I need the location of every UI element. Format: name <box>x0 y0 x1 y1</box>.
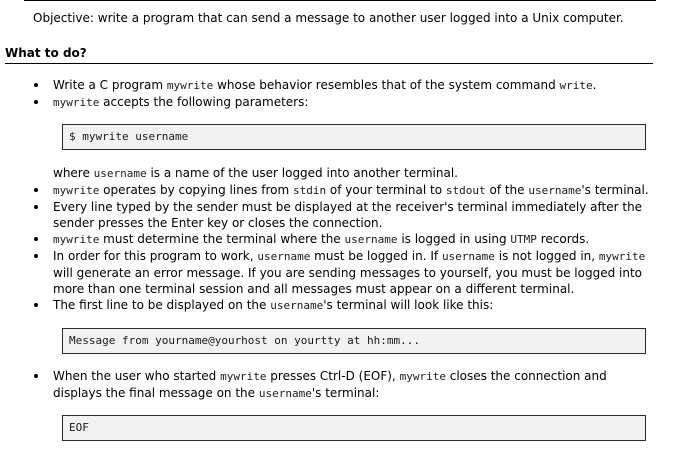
list-item-text: 's terminal. <box>581 183 649 197</box>
list-item-text: whose behavior resembles that of the system command <box>213 78 560 92</box>
inline-code: username <box>257 250 311 263</box>
requirements-list-2 <box>53 165 658 314</box>
inline-code: username <box>258 387 312 400</box>
list-item-text: When the user who started <box>53 369 221 383</box>
inline-code: write <box>559 79 593 92</box>
list-item-text: The first line to be displayed on the <box>53 298 271 312</box>
code-block-message-header <box>62 328 646 354</box>
code-text: $ mywrite username <box>69 130 189 143</box>
code-block-usage <box>62 124 646 150</box>
list-item-text: accepts the following parameters: <box>99 95 309 109</box>
code-text: Message from yourname@yourhost on yourtty at hh:mm... <box>69 334 420 347</box>
objective-text: Objective: write a program that can send a message to another user logged into a Unix computer. <box>33 11 624 25</box>
list-item <box>53 248 658 297</box>
list-item <box>53 297 658 314</box>
list-item-text: closes the connection and displays the final message on the <box>53 369 607 400</box>
list-item-text: records. <box>536 232 590 246</box>
list-item <box>53 77 658 94</box>
list-item-text: Every line typed by the sender must be displayed at the receiver's terminal immediately after the sender presses the Enter key or closes the connection. <box>53 200 643 230</box>
inline-code: mywrite <box>53 233 100 246</box>
list-item-text: 's terminal will look like this: <box>323 298 494 312</box>
inline-code: mywrite <box>53 184 100 197</box>
list-item-text: must be logged in. If <box>310 249 442 263</box>
top-divider <box>24 0 656 1</box>
requirements-list-3 <box>53 368 658 402</box>
list-item-text: will generate an error message. If you are sending messages to yourself, you must be logged into more than one terminal session and all messages must appear on a different terminal. <box>53 266 643 296</box>
list-item-text: is not logged in, <box>494 249 599 263</box>
list-item-text: presses Ctrl-D (EOF), <box>266 369 400 383</box>
inline-code: username <box>270 299 324 312</box>
inline-code: mywrite <box>399 370 446 383</box>
inline-code: mywrite <box>220 370 267 383</box>
parameter-description <box>53 165 658 182</box>
inline-code: mywrite <box>166 79 214 92</box>
list-item <box>53 182 658 199</box>
list-item <box>53 231 658 248</box>
list-item-text: In order for this program to work, <box>53 249 258 263</box>
inline-code: mywrite <box>598 250 646 263</box>
list-item-text: Write a C program <box>53 78 167 92</box>
list-item-text: operates by copying lines from <box>99 183 293 197</box>
list-item <box>53 199 658 231</box>
inline-code: username <box>93 167 147 180</box>
list-item-text: of your terminal to <box>326 183 446 197</box>
list-item <box>53 368 658 402</box>
list-item-text: of the <box>485 183 529 197</box>
list-item-text: must determine the terminal where the <box>99 232 345 246</box>
inline-code: UTMP <box>510 233 537 246</box>
inline-code: stdin <box>292 184 327 197</box>
code-block-eof <box>62 415 646 441</box>
inline-code: username <box>528 184 582 197</box>
list-item-text: is a name of the user logged into another terminal. <box>146 166 458 180</box>
section-heading: What to do? <box>5 45 653 64</box>
list-item-text: 's terminal: <box>311 386 380 400</box>
inline-code: stdout <box>445 184 486 197</box>
list-item-text: is logged in using <box>397 232 511 246</box>
inline-code: username <box>441 250 495 263</box>
list-item-text: . <box>592 78 597 92</box>
list-item <box>53 94 658 111</box>
list-item-text: where <box>53 166 94 180</box>
code-text: EOF <box>69 421 89 434</box>
inline-code: username <box>344 233 398 246</box>
requirements-list-1 <box>53 77 658 111</box>
inline-code: mywrite <box>53 96 100 109</box>
